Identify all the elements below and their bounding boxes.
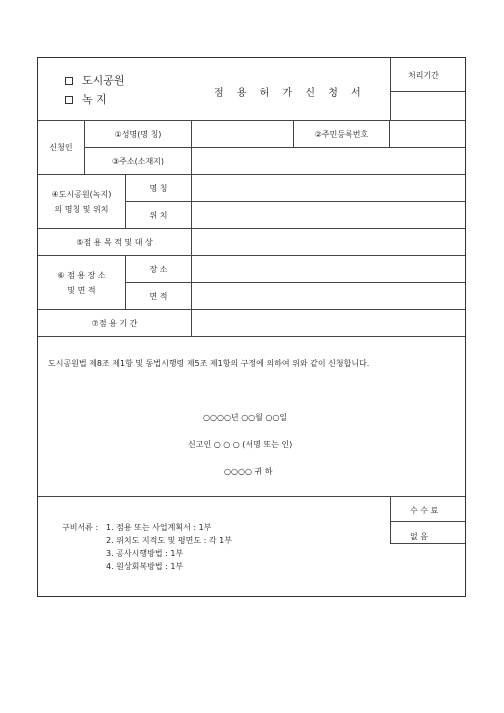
place-label-cell: [38, 256, 126, 310]
name-value-cell[interactable]: [192, 121, 294, 148]
period-value-cell[interactable]: [192, 310, 465, 337]
option-park-label: 도시공원: [82, 74, 125, 87]
place-label-line2: 및 면 적: [67, 285, 96, 295]
declaration-recipient: ○○○○ 귀 하: [224, 467, 273, 476]
period-label-cell: [38, 310, 192, 337]
document-item-4: 4. 원상회복방법 : 1부: [106, 562, 184, 571]
declaration-text: 도시공원법 제8조 제1항 및 동법시행령 제5조 제1항의 구정에 의하여 위와 같이 신청합니다.: [48, 359, 370, 368]
purpose-label-cell: [38, 229, 192, 256]
place-label-line1: ⑥ 점 용 장 소: [57, 270, 106, 280]
name-label-cell: [85, 121, 192, 148]
area-label: 면 적: [149, 291, 168, 301]
park-location-label: 위 치: [149, 210, 168, 220]
area-value-cell[interactable]: [192, 283, 465, 310]
resident-no-value-cell[interactable]: [390, 121, 465, 148]
green-checkbox[interactable]: [65, 96, 73, 104]
place-sub-label-cell: [126, 256, 192, 283]
area-label-cell: [126, 283, 192, 310]
fee-label: 수 수 료: [410, 506, 439, 515]
period-label: ⑦점 용 기 간: [91, 318, 138, 328]
declaration-signer: 신고인 ○ ○ ○ (서명 또는 인): [188, 440, 293, 449]
option-park: [65, 74, 125, 87]
fee-divider: [390, 521, 465, 522]
park-name-label-cell: [126, 175, 192, 202]
place-value-cell[interactable]: [192, 256, 465, 283]
park-label-line2: 의 명칭 및 위치: [54, 204, 109, 214]
purpose-label: ⑤점 용 목 적 및 대 상: [76, 237, 153, 247]
address-label: ③주소(소재지): [111, 156, 165, 166]
park-location-value-cell[interactable]: [192, 202, 465, 229]
park-name-value-cell[interactable]: [192, 175, 465, 202]
documents-label: 구비서류 :: [62, 523, 99, 532]
form-title: 점 용 허 가 신 청 서: [214, 88, 366, 99]
option-green: [65, 93, 107, 106]
park-name-label: 명 칭: [149, 183, 168, 193]
fee-value: 없 음: [410, 532, 428, 541]
park-label-line1: ④도시공원(녹지): [51, 189, 112, 199]
name-label: ①성명(명 칭): [114, 129, 162, 139]
declaration-date: ○○○○년 ○○월 ○○일: [203, 413, 288, 422]
resident-no-label: ②주민등록번호: [314, 129, 369, 139]
document-item-1: 1. 점용 또는 사업계획서 : 1부: [106, 523, 212, 532]
address-label-cell: [85, 148, 192, 175]
processing-period-divider: [390, 91, 465, 92]
address-value-cell[interactable]: [192, 148, 465, 175]
processing-period-label: 처리기간: [408, 71, 439, 80]
processing-period-cell: [390, 58, 465, 121]
park-label-cell: [38, 175, 126, 229]
option-green-label: 녹 지: [82, 93, 107, 106]
applicant-label: 신청인: [49, 143, 73, 152]
applicant-label-cell: [38, 121, 85, 175]
document-item-2: 2. 위치도 지적도 및 평면도 : 각 1부: [106, 536, 232, 545]
resident-no-label-cell: [294, 121, 390, 148]
place-sub-label: 장 소: [149, 264, 168, 274]
application-form: [37, 57, 466, 597]
park-location-label-cell: [126, 202, 192, 229]
park-checkbox[interactable]: [65, 77, 73, 85]
document-item-3: 3. 공사시행방법 : 1부: [106, 549, 184, 558]
purpose-value-cell[interactable]: [192, 229, 465, 256]
